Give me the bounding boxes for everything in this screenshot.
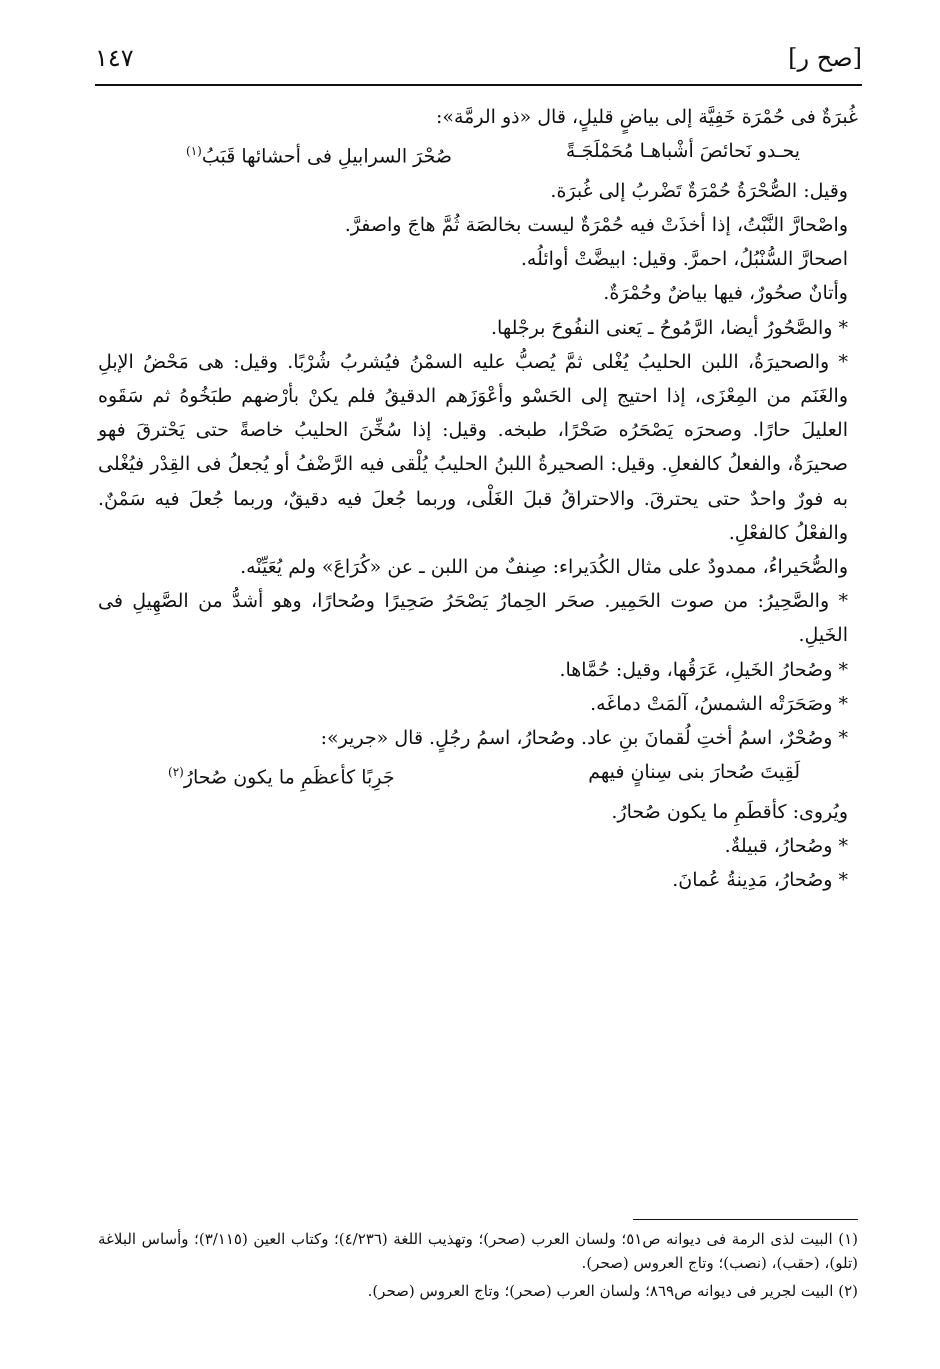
paragraph-line: واصْحارَّ النَّبْتُ، إذا أخذَتْ فيه حُمْرَةٌ ليست بخالصَة ثُمَّ هاجَ واصفرَّ.: [344, 213, 848, 236]
verse-second-hemistich: [168, 755, 395, 795]
main-text: [98, 100, 858, 897]
paragraph-line: * وصُحْرٌ، اسمُ أختِ لُقمانَ بنِ عاد. وصُحارُ، اسمُ رجُلٍ. قال «جرير»:: [320, 726, 848, 749]
paragraph-line: * وصُحارُ، قبيلةٌ.: [724, 834, 848, 857]
footnote-marker-1: (١): [186, 144, 202, 159]
paragraph-line: اصحارَّ السُّنْبُلُ، احمرَّ. وقيل: ابيضَّتْ أوائلُه.: [520, 248, 848, 271]
paragraph-intro: غُبرَةٌ فى حُمْرَة خَفِيَّة إلى بياضٍ قليلٍ، قال «ذو الرمَّة»:: [435, 106, 858, 128]
header-rule: [95, 84, 862, 86]
paragraph-line: وأتانٌ صحُورٌ، فيها بياضٌ وحُمْرَةٌ.: [603, 282, 848, 305]
paragraph-sahir: * والصَّحِيرُ: من صوت الحَمِير. صحَر الحِمارُ يَصْحَرُ صَحِيرًا وصُحارًا، وهو أشدُّ من الصَّهِيلِ فى الخَيلِ.: [98, 590, 848, 647]
paragraph-line: والصُّحَيراءُ، ممدودٌ على مثال الكُدَيراء: صِنفٌ من اللبن ـ عن «كُرَاعَ» ولم يُعَيِّنْه.: [240, 555, 848, 578]
footnotes-rule: [633, 1219, 858, 1220]
verse-dhu-al-rumma: [98, 134, 858, 174]
page-number: ١٤٧: [95, 44, 134, 72]
verse-second-hemistich-text: صُحْرَ السرابيلِ فى أحشائها قَبَبُ: [201, 145, 453, 168]
paragraph-sahira: * والصحيرَةُ، اللبن الحليبُ يُغْلى ثمَّ يُصبُّ عليه السمْنُ فيُشربُ شُرْبًا. وقيل: هى مَحْضُ الإبلِ والغَنَم من المِعْزَى، إذا احتيج إلى الحَسْو وأعْوَزَهم الدقيقُ فلم يكنْ بأرْضهم طبَخُوهُ ثم سَقَوه العليلَ حارًا. وصحرَه يَصْحَرُه صَحْرًا، طبخه. وقيل: إذا سُخِّنَ الحليبُ خاصةً حتى يَحْترقَ فهو صحيرَةٌ، والفعلُ كالفعلِ. وقيل: الصحيرةُ اللبنُ الحليبُ يُلْقى فيه الرَّضْفُ أو يُجعلُ فى القِدْر فيُغْلى به فورٌ واحدٌ حتى يحترقَ. والاحتراقُ قبلَ الغَلْى، وربما جُعلَ فيه دقيقٌ، وربما جُعلَ فيه سَمْنٌ. والفعْلُ كالفعْلِ.: [98, 350, 848, 544]
verse-first-hemistich: لَقِيتَ صُحارَ بنى سِنانٍ فيهم: [588, 761, 800, 784]
paragraph-line: * وصَحَرَتْه الشمسُ، آلمَتْ دماغَه.: [590, 692, 848, 715]
footnotes: [98, 1227, 858, 1303]
footnote-1: (١) البيت لذى الرمة فى ديوانه ص٥١؛ ولسان العرب (صحر)؛ وتهذيب اللغة (٤/٢٣٦)؛ وكتاب العين (٣/١١٥)؛ وأساس البلاغة (تلو)، (حقب)، (نصب)؛ وتاج العروس (صحر).: [98, 1230, 858, 1272]
footnote-2: (٢) البيت لجرير فى ديوانه ص٨٦٩؛ ولسان العرب (صحر)؛ وتاج العروس (صحر).: [367, 1282, 858, 1300]
section-label: [صح ر]: [788, 44, 862, 72]
verse-jarir: [98, 755, 858, 795]
verse-second-hemistich: [186, 134, 452, 174]
paragraph-line: وقيل: الصُّحْرَةُ حُمْرَةٌ تَضْربُ إلى غُبرَة.: [550, 179, 848, 202]
paragraph-line: * والصَّحُورُ أيضا، الرَّمُوحُ ـ يَعنى النفُوحَ برجْلها.: [490, 316, 848, 339]
verse-second-hemistich-text: جَرِبًا كأعظَمِ ما يكون صُحارُ: [183, 766, 395, 789]
paragraph-line: ويُروى: كأقطَمِ ما يكون صُحارُ.: [611, 800, 848, 823]
paragraph-line: * وصُحارُ الخَيلِ، عَرَقُها، وقيل: حُمَّاها.: [559, 658, 848, 681]
footnote-marker-2: (٢): [168, 765, 184, 780]
page-header: [95, 40, 862, 80]
verse-first-hemistich: يحـدو نَحائصَ أشْباهـا مُحَمْلَجَـةً: [565, 140, 800, 163]
paragraph-line: * وصُحارُ، مَدِينةُ عُمانَ.: [672, 869, 848, 892]
